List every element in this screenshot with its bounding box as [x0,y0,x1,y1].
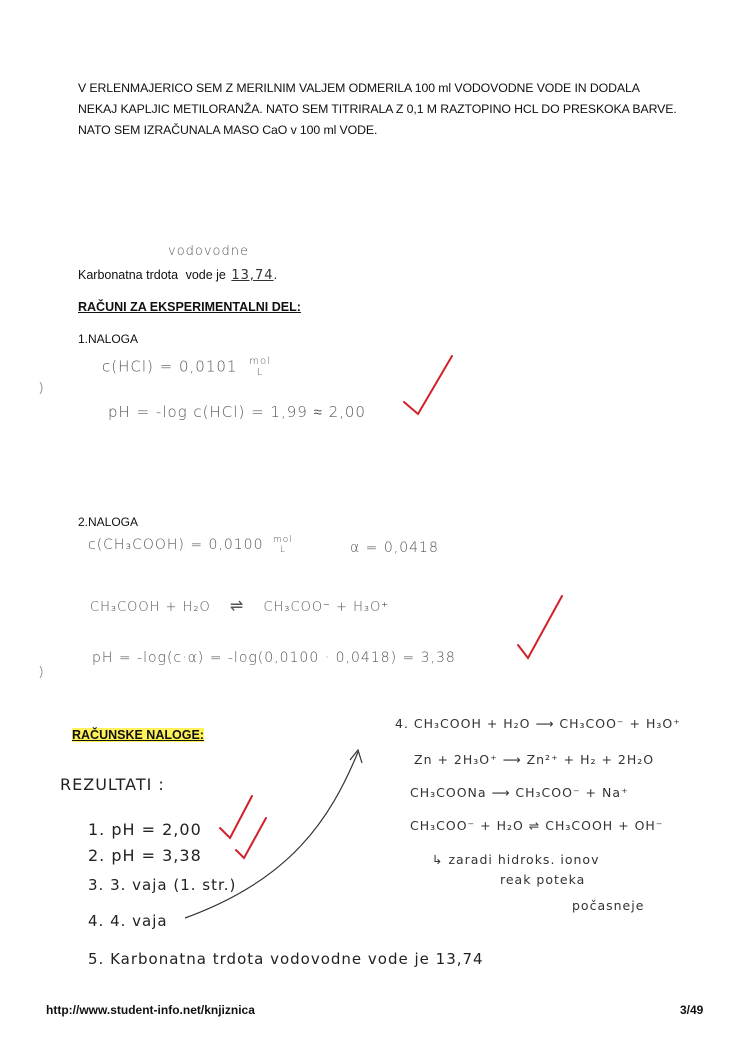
result-1: 1. pH = 2,00 [88,820,202,839]
footer-page-number: 3/49 [680,1003,704,1017]
calc-heading: RAČUNI ZA EKSPERIMENTALNI DEL: [78,300,301,314]
hardness-insert-hand: vodovodne [168,244,249,259]
hardness-text-vode: vode je [185,268,226,282]
hardness-text-after: . [273,268,278,282]
task2-line1-text: c(CH₃COOH) = 0,0100 [88,537,264,553]
task2-label: 2.NALOGA [78,515,139,529]
task4-eq2: Zn + 2H₃O⁺ ⟶ Zn²⁺ + H₂ + 2H₂O [414,752,655,767]
task2-unit-den: L [279,545,286,555]
task4-note-3: počasneje [572,898,645,913]
results-title: REZULTATI : [60,775,165,794]
task4-note-2: reak poteka [500,872,586,887]
check-mark-icon [236,818,266,858]
arrow-curve-icon [185,752,358,918]
footer-url[interactable]: http://www.student-info.net/knjiznica [46,1003,255,1017]
task1-unit-den: L [256,367,264,378]
task4-eq4: CH₃COO⁻ + H₂O ⇌ CH₃COOH + OH⁻ [410,818,664,833]
exercises-heading-text: RAČUNSKE NALOGE: [72,728,204,742]
task2-line3: pH = -log(c·α) = -log(0,0100 · 0,0418) = 3,38 [92,650,456,666]
bracket-left-icon [40,666,42,678]
check-mark-icon [518,596,562,658]
task4-note-1: ↳ zaradi hidroks. ionov [432,852,600,867]
task1-unit-num: mol [249,356,271,367]
task1-label: 1.NALOGA [78,332,139,346]
task2-line2-right: CH₃COO⁻ + H₃O⁺ [263,600,390,615]
bracket-left-icon [40,382,42,394]
check-mark-icon [220,796,252,838]
task1-line2: pH = -log c(HCl) = 1,99 ≈ 2,00 [108,403,366,421]
result-5: 5. Karbonatna trdota vodovodne vode je 13,74 [88,950,484,968]
hardness-value-hand: 13,74 [231,268,274,283]
task4-eq3: CH₃COONa ⟶ CH₃COO⁻ + Na⁺ [410,785,629,800]
task4-eq1: 4. CH₃COOH + H₂O ⟶ CH₃COO⁻ + H₃O⁺ [395,716,681,731]
result-3: 3. 3. vaja (1. str.) [88,876,237,894]
hardness-text-before: Karbonatna trdota [78,268,179,282]
task2-line2-left: CH₃COOH + H₂O [90,600,211,615]
check-mark-icon [404,356,452,414]
task2-alpha: α = 0,0418 [350,540,439,556]
task1-line1-text: c(HCl) = 0,0101 [102,357,238,376]
result-4: 4. 4. vaja [88,912,168,930]
task2-line2-arrow: ⇌ [229,596,245,615]
result-2: 2. pH = 3,38 [88,846,202,865]
task2-unit-num: mol [272,535,293,545]
intro-paragraph: V ERLENMAJERICO SEM Z MERILNIM VALJEM ODMERILA 100 ml VODOVODNE VODE IN DODALA NEKAJ KAPLJIC METILORANŽA. NATO SEM TITRIRALA Z 0,1 M RAZTOPINO HCL DO PRESKOKA BARVE. NATO SEM IZRAČUNALA MASO CaO v 100 ml VODE. [78,81,677,137]
